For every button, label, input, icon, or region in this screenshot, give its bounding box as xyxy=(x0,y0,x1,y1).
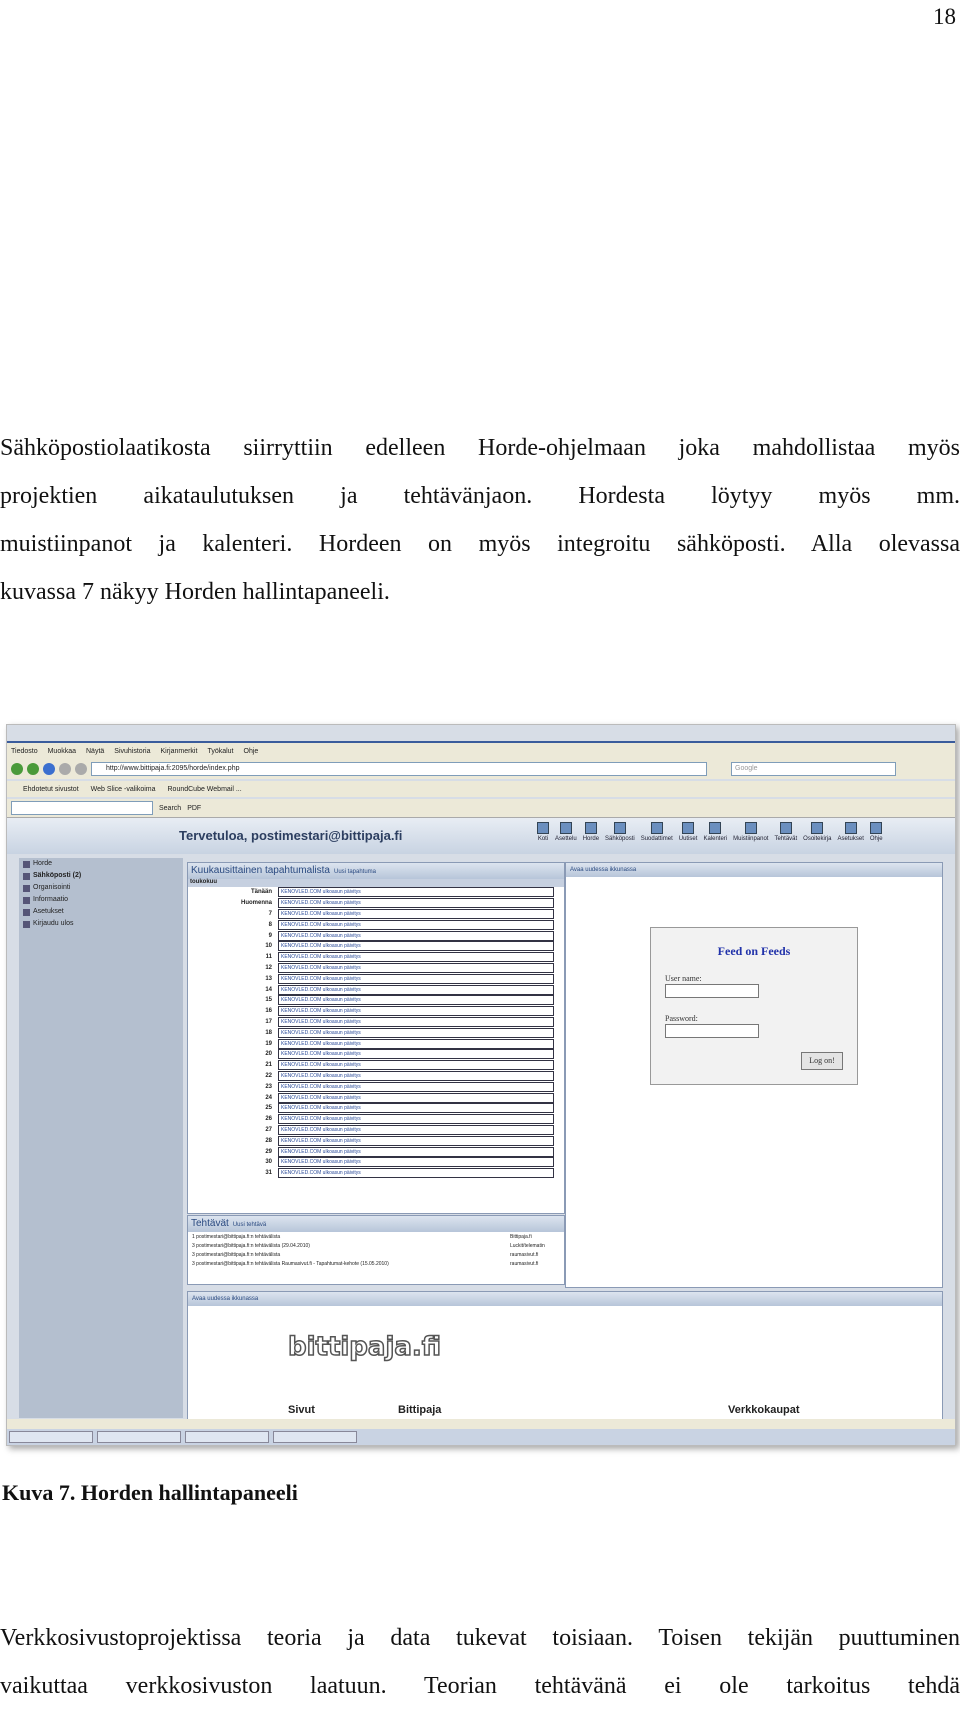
calendar-event: KENOVLED.COM ulkoasun päivitys xyxy=(278,1114,554,1124)
paragraph-line: kuvassa 7 näkyy Horden hallintapaneeli. xyxy=(0,579,390,605)
calendar-day: 19 xyxy=(265,1040,272,1047)
calendar-row xyxy=(188,984,564,995)
calendar-rows xyxy=(188,887,564,1179)
calendar-day: 15 xyxy=(265,997,272,1004)
calendar-event: KENOVLED.COM ulkoasun päivitys xyxy=(278,985,554,995)
calendar-event: KENOVLED.COM ulkoasun päivitys xyxy=(278,887,554,897)
calendar-day: 23 xyxy=(265,1083,272,1090)
paragraph-line: Verkkosivustoprojektissa teoria ja data tukevat toisiaan. Toisen tekijän puuttuminen xyxy=(0,1625,960,1651)
calendar-day: Tänään xyxy=(250,889,272,896)
username-input xyxy=(665,984,759,998)
menu-item: Muokkaa xyxy=(47,747,76,755)
calendar-day: 25 xyxy=(265,1105,272,1112)
menu-item: Tiedosto xyxy=(11,747,38,755)
sidebar-item: Organisointi xyxy=(19,882,183,894)
tasks-icon xyxy=(780,822,792,834)
calendar-row xyxy=(188,930,564,941)
toolbar-search: Search xyxy=(159,804,182,812)
calendar-day: 18 xyxy=(265,1029,272,1036)
task-category: Luckit/telematin xyxy=(510,1242,545,1249)
stop-icon xyxy=(59,763,71,775)
calendar-row xyxy=(188,1017,564,1028)
app-notes: Muistiinpanot xyxy=(733,822,768,842)
sidebar-item: Asetukset xyxy=(19,906,183,918)
tasks-panel xyxy=(187,1215,565,1285)
settings-icon xyxy=(845,822,857,834)
calendar-event: KENOVLED.COM ulkoasun päivitys xyxy=(278,1168,554,1178)
welcome-text: Tervetuloa, postimestari@bittipaja.fi xyxy=(179,828,403,843)
link-sivut: Sivut xyxy=(288,1404,315,1416)
task-category: raumasivut.fi xyxy=(510,1260,539,1267)
calendar-row xyxy=(188,1038,564,1049)
calendar-row xyxy=(188,1146,564,1157)
paragraph-line: vaikuttaa verkkosivuston laatuun. Teorian tehtävänä ei ole tarkoitus tehdä xyxy=(0,1673,960,1699)
calendar-day: 27 xyxy=(265,1126,272,1133)
calendar-event: KENOVLED.COM ulkoasun päivitys xyxy=(278,941,554,951)
toolbar-dropdown xyxy=(11,801,153,815)
horde-icon xyxy=(585,822,597,834)
sidebar-item: Horde xyxy=(19,858,183,870)
paragraph-line: Sähköpostiolaatikosta siirryttiin edelleen Horde-ohjelmaan joka mahdollistaa myös xyxy=(0,435,960,461)
task-text: 3 postimestari@bittipaja.fi:n tehtävälista Raumasivut.fi - Tapahtumat-kehote (15.05.2010) xyxy=(192,1260,389,1267)
figure-caption: Kuva 7. Horden hallintapaneeli xyxy=(2,1480,298,1505)
calendar-event: KENOVLED.COM ulkoasun päivitys xyxy=(278,1157,554,1167)
menu-item: Kirjanmerkit xyxy=(160,747,198,755)
calendar-day: 31 xyxy=(265,1170,272,1177)
calendar-day: 29 xyxy=(265,1148,272,1155)
calendar-row xyxy=(188,909,564,920)
feed-login-box xyxy=(650,927,858,1085)
layout-icon xyxy=(560,822,572,834)
app-tasks: Tehtävät xyxy=(774,822,797,842)
calendar-event: KENOVLED.COM ulkoasun päivitys xyxy=(278,963,554,973)
mail-icon xyxy=(23,873,30,880)
address-bar xyxy=(7,759,956,779)
calendar-event: KENOVLED.COM ulkoasun päivitys xyxy=(278,1060,554,1070)
calendar-day: 8 xyxy=(268,921,272,928)
calendar-row xyxy=(188,1157,564,1168)
task-row xyxy=(188,1232,564,1241)
calendar-row xyxy=(188,1027,564,1038)
menu-item: Sivuhistoria xyxy=(114,747,151,755)
calendar-row xyxy=(188,1168,564,1179)
calendar-day: 12 xyxy=(265,964,272,971)
help-icon xyxy=(870,822,882,834)
horde-icon xyxy=(23,861,30,868)
calendar-row xyxy=(188,1092,564,1103)
calendar-event: KENOVLED.COM ulkoasun päivitys xyxy=(278,931,554,941)
home-icon xyxy=(75,763,87,775)
calendar-event: KENOVLED.COM ulkoasun päivitys xyxy=(278,1147,554,1157)
calendar-event: KENOVLED.COM ulkoasun päivitys xyxy=(278,1136,554,1146)
calendar-event: KENOVLED.COM ulkoasun päivitys xyxy=(278,995,554,1005)
calendar-event: KENOVLED.COM ulkoasun päivitys xyxy=(278,920,554,930)
forward-icon xyxy=(27,763,39,775)
calendar-event: KENOVLED.COM ulkoasun päivitys xyxy=(278,1049,554,1059)
paragraph-1 xyxy=(0,424,960,616)
calendar-row xyxy=(188,1060,564,1071)
toolbar-pdf: PDF xyxy=(187,804,202,812)
calendar-row xyxy=(188,1006,564,1017)
username-label: User name: xyxy=(665,974,702,983)
calendar-day: 10 xyxy=(265,943,272,950)
calendar-event: KENOVLED.COM ulkoasun päivitys xyxy=(278,1017,554,1027)
refresh-icon xyxy=(43,763,55,775)
calendar-row xyxy=(188,898,564,909)
back-icon xyxy=(11,763,23,775)
password-label: Password: xyxy=(665,1014,698,1023)
task-rows xyxy=(188,1232,564,1268)
link-bittipaja: Bittipaja xyxy=(398,1404,442,1416)
calendar-event: KENOVLED.COM ulkoasun päivitys xyxy=(278,898,554,908)
menu-item: Ohje xyxy=(243,747,259,755)
calendar-day: 17 xyxy=(265,1018,272,1025)
sidebar-item: Kirjaudu ulos xyxy=(19,918,183,930)
calendar-day: 16 xyxy=(265,1008,272,1015)
tasks-header: Tehtävät Uusi tehtävä xyxy=(188,1216,564,1232)
calendar-day: 30 xyxy=(265,1159,272,1166)
calendar-day: 9 xyxy=(268,932,272,939)
bittipaja-logo: bittipaja.fi xyxy=(288,1332,442,1362)
calendar-month: toukokuu xyxy=(188,879,564,887)
horde-header xyxy=(7,818,955,854)
app-addressbook: Osoitekirja xyxy=(803,822,831,842)
task-text: 1 postimestari@bittipaja.fi:n tehtävälista xyxy=(192,1233,281,1240)
calendar-event: KENOVLED.COM ulkoasun päivitys xyxy=(278,1028,554,1038)
task-row xyxy=(188,1250,564,1259)
calendar-day: Huomenna xyxy=(240,900,272,907)
bittipaja-header: Avaa uudessa ikkunassa xyxy=(188,1292,942,1306)
mail-icon xyxy=(614,822,626,834)
calendar-row xyxy=(188,941,564,952)
app-horde: Horde xyxy=(583,822,599,842)
calendar-event: KENOVLED.COM ulkoasun päivitys xyxy=(278,1039,554,1049)
paragraph-2 xyxy=(0,1614,960,1710)
sidebar-item: Informaatio xyxy=(19,894,183,906)
search-field: Google xyxy=(731,762,896,776)
calendar-day: 11 xyxy=(265,954,272,961)
favorites-bar xyxy=(7,781,956,797)
addon-toolbar xyxy=(7,799,956,818)
filter-icon xyxy=(651,822,663,834)
calendar-day: 22 xyxy=(265,1072,272,1079)
calendar-row xyxy=(188,919,564,930)
calendar-day: 13 xyxy=(265,975,272,982)
calendar-row xyxy=(188,1071,564,1082)
taskbar-button xyxy=(185,1431,269,1443)
app-filters: Suodattimet xyxy=(641,822,673,842)
app-settings: Asetukset xyxy=(838,822,864,842)
task-category: Bittipaja.fi xyxy=(510,1233,532,1240)
calendar-row xyxy=(188,1049,564,1060)
calendar-event: KENOVLED.COM ulkoasun päivitys xyxy=(278,1103,554,1113)
calendar-event: KENOVLED.COM ulkoasun päivitys xyxy=(278,974,554,984)
organize-icon xyxy=(23,885,30,892)
app-icons xyxy=(537,822,883,842)
calendar-row xyxy=(188,1114,564,1125)
calendar-panel xyxy=(187,862,565,1214)
calendar-row xyxy=(188,952,564,963)
sidebar-item: Sähköposti (2) xyxy=(19,870,183,882)
app-koti: Koti xyxy=(537,822,549,842)
calendar-row xyxy=(188,995,564,1006)
app-news: Uutiset xyxy=(679,822,698,842)
logout-icon xyxy=(23,921,30,928)
calendar-day: 20 xyxy=(265,1051,272,1058)
windows-taskbar xyxy=(7,1429,956,1445)
calendar-event: KENOVLED.COM ulkoasun päivitys xyxy=(278,1125,554,1135)
calendar-row xyxy=(188,1125,564,1136)
menu-item: Näytä xyxy=(86,747,105,755)
calendar-event: KENOVLED.COM ulkoasun päivitys xyxy=(278,952,554,962)
calendar-icon xyxy=(709,822,721,834)
taskbar-button xyxy=(9,1431,93,1443)
addressbook-icon xyxy=(811,822,823,834)
page-number: 18 xyxy=(933,4,956,29)
taskbar-button xyxy=(273,1431,357,1443)
task-text: 3 postimestari@bittipaja.fi:n tehtävälista xyxy=(192,1251,281,1258)
url-field: http://www.bittipaja.fi:2095/horde/index.php xyxy=(91,762,707,776)
calendar-row xyxy=(188,973,564,984)
calendar-day: 7 xyxy=(268,910,272,917)
task-category: raumasivut.fi xyxy=(510,1251,539,1258)
password-input xyxy=(665,1024,759,1038)
calendar-row xyxy=(188,887,564,898)
horde-screenshot xyxy=(6,724,956,1446)
favorite-item: Ehdotetut sivustot xyxy=(23,785,79,793)
app-calendar: Kalenteri xyxy=(703,822,727,842)
login-button: Log on! xyxy=(801,1052,843,1070)
calendar-event: KENOVLED.COM ulkoasun päivitys xyxy=(278,1082,554,1092)
calendar-event: KENOVLED.COM ulkoasun päivitys xyxy=(278,909,554,919)
task-row xyxy=(188,1241,564,1250)
favorite-item: RoundCube Webmail ... xyxy=(167,785,242,793)
paragraph-line: projektien aikataulutuksen ja tehtävänjaon. Hordesta löytyy myös mm. xyxy=(0,483,960,509)
calendar-row xyxy=(188,1135,564,1146)
link-verkkokaupat: Verkkokaupat xyxy=(728,1404,800,1416)
bittipaja-panel xyxy=(187,1291,943,1421)
news-icon xyxy=(682,822,694,834)
calendar-event: KENOVLED.COM ulkoasun päivitys xyxy=(278,1093,554,1103)
calendar-day: 28 xyxy=(265,1137,272,1144)
app-asettelu: Asettelu xyxy=(555,822,577,842)
info-icon xyxy=(23,897,30,904)
bittipaja-links xyxy=(288,1404,800,1416)
feeds-header: Avaa uudessa ikkunassa xyxy=(566,863,942,877)
calendar-event: KENOVLED.COM ulkoasun päivitys xyxy=(278,1006,554,1016)
feeds-panel xyxy=(565,862,943,1288)
calendar-row xyxy=(188,963,564,974)
calendar-day: 21 xyxy=(265,1062,272,1069)
calendar-row xyxy=(188,1103,564,1114)
menu-item: Työkalut xyxy=(207,747,234,755)
app-mail: Sähköposti xyxy=(605,822,635,842)
calendar-event: KENOVLED.COM ulkoasun päivitys xyxy=(278,1071,554,1081)
calendar-day: 24 xyxy=(265,1094,272,1101)
task-text: 3 postimestari@bittipaja.fi:n tehtävälista (29.04.2010) xyxy=(192,1242,310,1249)
taskbar-button xyxy=(97,1431,181,1443)
calendar-header: Kuukausittainen tapahtumalista Uusi tapahtuma xyxy=(188,863,564,879)
favorite-item: Web Slice -valikoima xyxy=(90,785,156,793)
feed-title: Feed on Feeds xyxy=(717,944,791,958)
horde-sidebar xyxy=(19,858,183,1418)
notes-icon xyxy=(745,822,757,834)
calendar-day: 26 xyxy=(265,1116,272,1123)
app-help: Ohje xyxy=(870,822,883,842)
home-icon xyxy=(537,822,549,834)
calendar-row xyxy=(188,1081,564,1092)
paragraph-line: muistiinpanot ja kalenteri. Hordeen on myös integroitu sähköposti. Alla olevassa xyxy=(0,531,960,557)
settings-icon xyxy=(23,909,30,916)
browser-menubar xyxy=(7,741,956,759)
statusbar xyxy=(7,1419,955,1429)
task-row xyxy=(188,1259,564,1268)
calendar-day: 14 xyxy=(265,986,272,993)
